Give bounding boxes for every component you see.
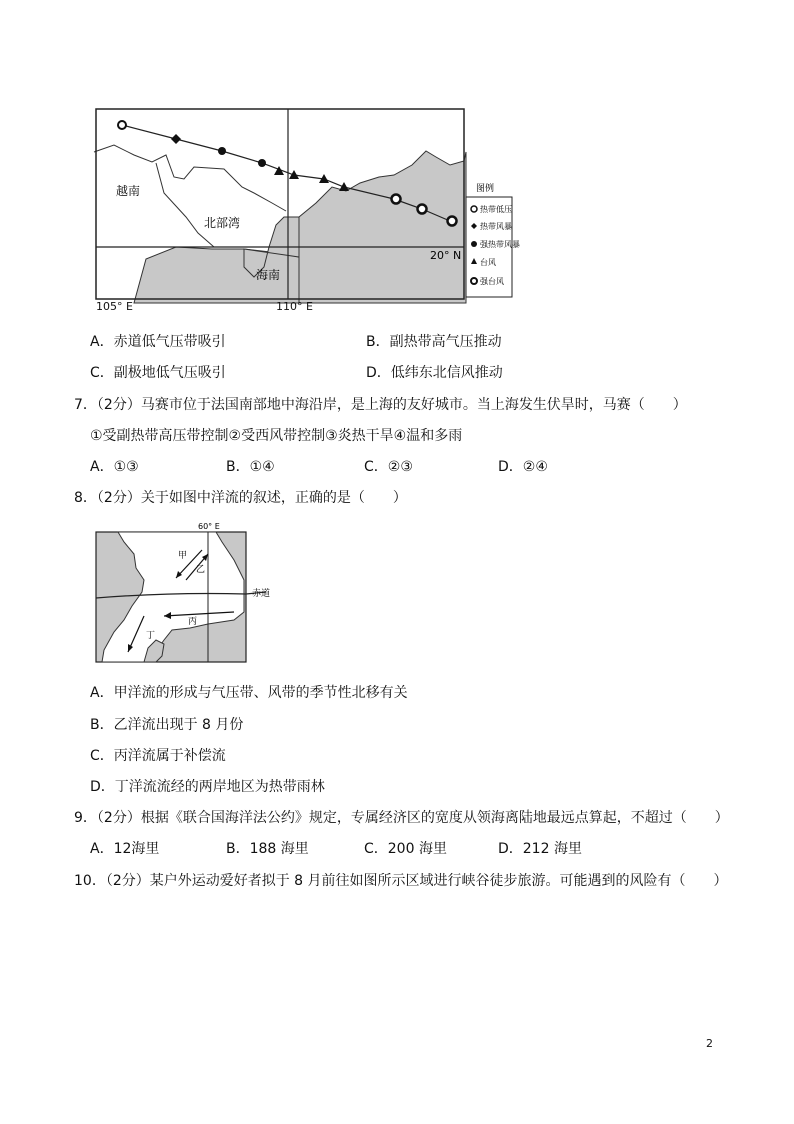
page-number: 2 [706,1037,713,1050]
q8-option-c: C．丙洋流属于补偿流 [90,748,226,764]
legend-icon-severe-storm [471,241,477,247]
label-equator: 赤道 [252,589,271,599]
q10-stem: 10．（2分）某户外运动爱好者拟于 8 月前往如图所示区域进行峡谷徒步旅游。可能遇到的风险有（ ） [74,873,728,889]
q6-option-c: C．副极地低气压吸引 [90,365,226,381]
q9-stem: 9．（2分）根据《联合国海洋法公约》规定，专属经济区的宽度从领海离陆地最远点算起，不超过（ ） [74,810,729,826]
q6-option-a: A．赤道低气压带吸引 [90,334,226,350]
q7-option-b: B．①④ [226,459,275,475]
q6-option-b: B．副热带高气压推动 [366,334,502,350]
severe-tropical-storm-marker [258,159,266,167]
tropical-storm-marker [171,134,181,144]
label-60e: 60° E [198,522,220,531]
label-20n: 20° N [430,249,462,262]
label-jia: 甲 [178,551,188,561]
q6-option-d: D．低纬东北信风推动 [366,365,503,381]
legend-icon-super-typhoon [471,278,477,284]
label-bing: 丙 [188,617,198,627]
label-ding: 丁 [146,631,156,641]
label-105e: 105° E [96,300,133,313]
label-hainan: 海南 [256,268,281,282]
label-beibu-gulf: 北部湾 [204,216,241,230]
legend-label-depression: 热带低压 [480,205,512,214]
legend-label-storm: 热带风暴 [480,222,512,231]
q7-option-a: A．①③ [90,459,139,475]
q9-option-c: C．200 海里 [364,841,447,857]
legend-label-super-typhoon: 强台风 [480,277,504,286]
q7-items: ①受副热带高压带控制②受西风带控制③炎热干旱④温和多雨 [90,428,463,444]
legend-label-typhoon: 台风 [480,258,496,267]
severe-tropical-storm-marker [218,147,226,155]
q7-option-c: C．②③ [364,459,413,475]
typhoon-track-map [94,107,520,303]
q7-option-d: D．②④ [498,459,548,475]
ocean-current-map [94,520,274,666]
typhoon-marker [289,170,299,179]
super-typhoon-marker [418,205,427,214]
q8-option-b: B．乙洋流出现于 8 月份 [90,717,244,733]
vietnam-border [94,145,286,211]
label-vietnam: 越南 [116,184,141,198]
q8-stem: 8．（2分）关于如图中洋流的叙述，正确的是（ ） [74,490,407,506]
label-110e: 110° E [276,300,313,313]
q8-option-a: A．甲洋流的形成与气压带、风带的季节性北移有关 [90,685,408,701]
q9-option-d: D．212 海里 [498,841,582,857]
q7-stem: 7．（2分）马赛市位于法国南部地中海沿岸，是上海的友好城市。当上海发生伏旱时，马赛（ ） [74,397,687,413]
label-yi: 乙 [196,565,206,575]
legend-label-severe-storm: 强热带风暴 [480,240,520,249]
q9-option-b: B．188 海里 [226,841,309,857]
typhoon-marker [339,182,349,191]
q8-option-d: D．丁洋流流经的两岸地区为热带雨林 [90,779,325,795]
legend-icon-depression [471,206,477,212]
tropical-depression-marker [118,121,126,129]
super-typhoon-marker [392,195,401,204]
vietnam-coast [156,163,214,247]
q9-option-a: A．12海里 [90,841,160,857]
legend-title: 图例 [476,184,495,194]
super-typhoon-marker [448,217,457,226]
land-mainland-east [299,151,466,303]
